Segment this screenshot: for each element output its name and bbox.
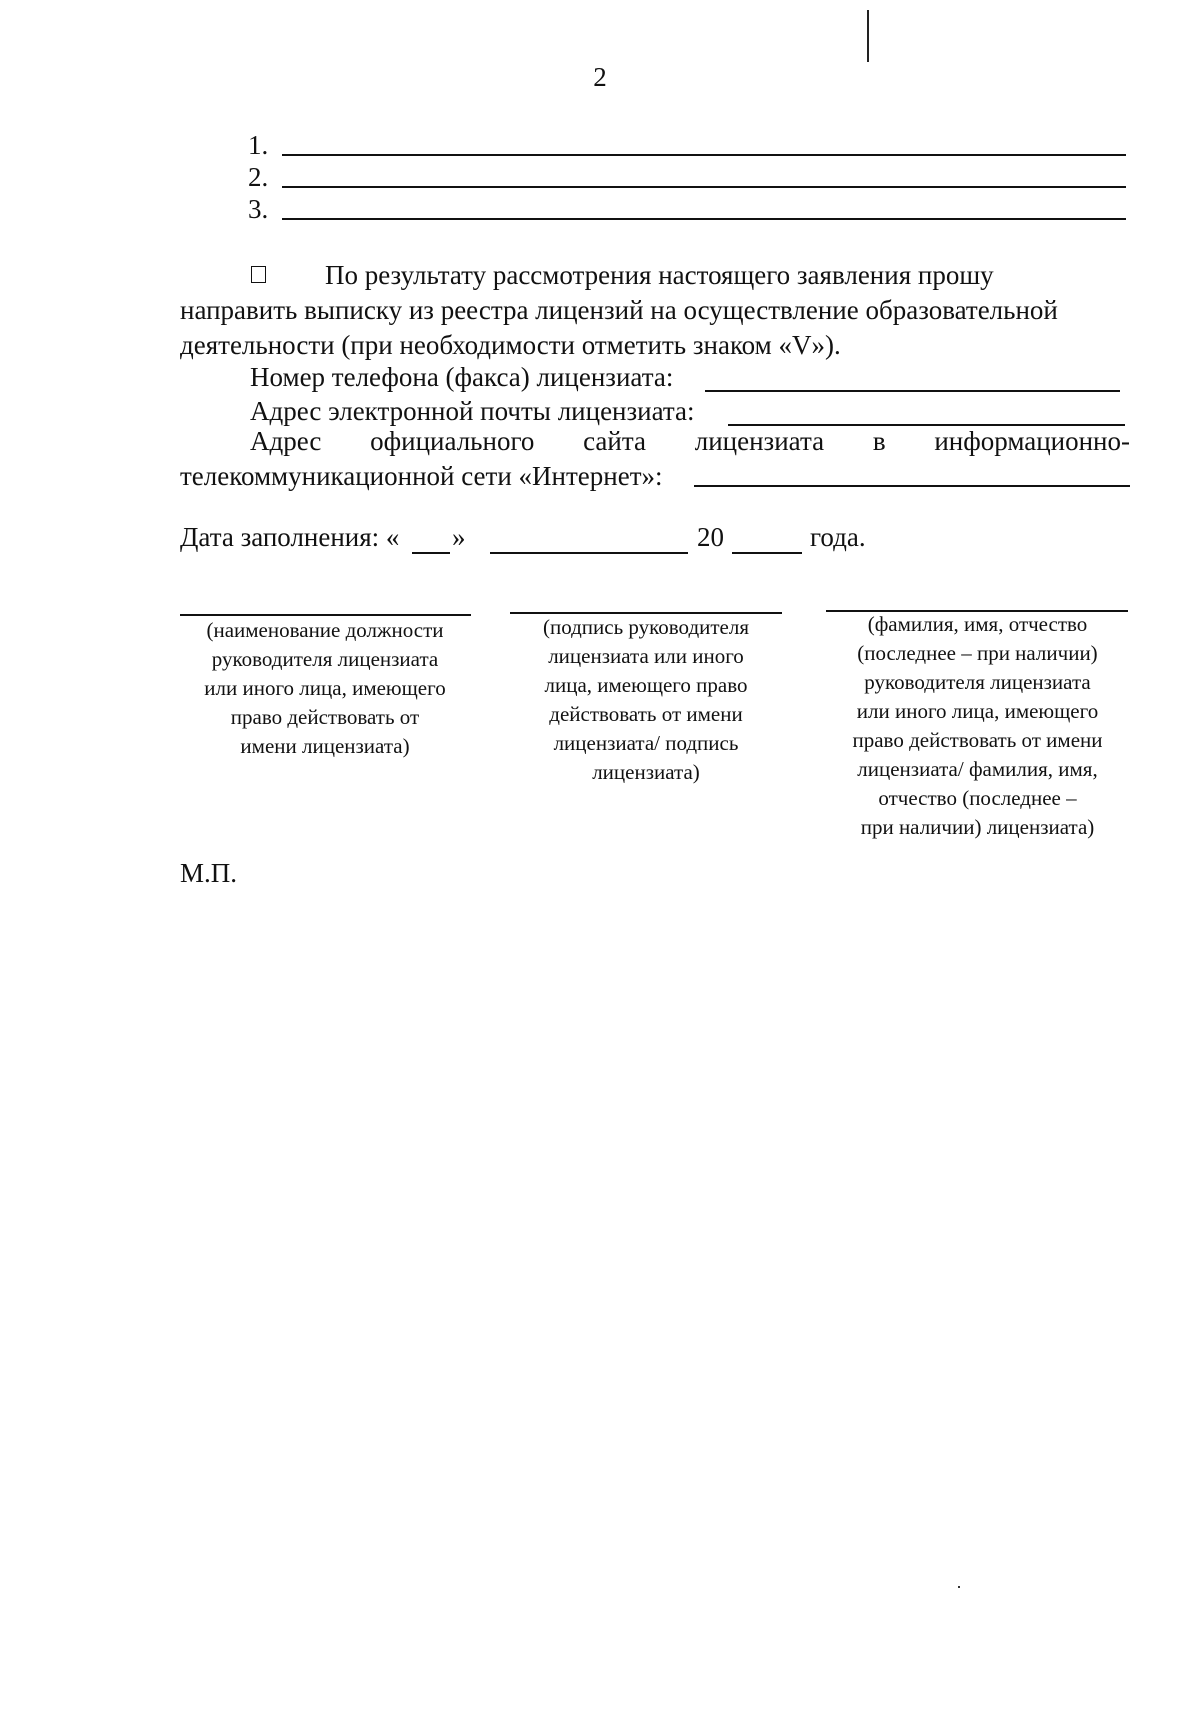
website-input-line[interactable]: [694, 485, 1130, 487]
fill-date-month-line[interactable]: [490, 552, 688, 554]
scan-speck: [958, 1586, 960, 1588]
list-item: [248, 194, 1126, 224]
fill-date-close-quote: »: [452, 522, 466, 552]
signature-caption-fullname: (фамилия, имя, отчество (последнее – при наличии) руководителя лицензиата или иного лица, имеющего право действовать от имени лицензиата/ фамилия, имя, отчество (последнее – при наличии) лицензиата): [852, 612, 1103, 839]
email-label: Адрес электронной почты лицензиата:: [250, 396, 695, 426]
extract-request-line: По результату рассмотрения настоящего заявления прошу: [325, 260, 994, 290]
website-label-line: Адрес официального сайта лицензиата в информационно-: [250, 426, 1130, 456]
list-item-blank-line: [282, 218, 1126, 220]
signature-caption-position: (наименование должности руководителя лицензиата или иного лица, имеющего право действовать от имени лицензиата): [204, 618, 446, 758]
extract-request-line: деятельности (при необходимости отметить знаком «V»).: [180, 330, 841, 360]
website-field: [180, 424, 1130, 494]
signature-caption-sign: (подпись руководителя лицензиата или иного лица, имеющего право действовать от имени лицензиата/ подпись лицензиата): [542, 615, 750, 784]
fill-date-year-suffix: года.: [810, 522, 866, 552]
phone-label: Номер телефона (факса) лицензиата:: [250, 362, 674, 392]
website-label-line: телекоммуникационной сети «Интернет»:: [180, 461, 663, 491]
phone-input-line[interactable]: [705, 390, 1120, 392]
list-item-blank-line: [282, 154, 1126, 156]
fill-date-day-line[interactable]: [412, 552, 450, 554]
fill-date-label: Дата заполнения: «: [180, 522, 400, 552]
list-item: [248, 130, 1126, 160]
extract-request-checkbox[interactable]: [251, 266, 266, 283]
list-item-number: 1.: [248, 130, 269, 160]
extract-request-paragraph: [180, 258, 1132, 363]
list-item-blank-line: [282, 186, 1126, 188]
extract-request-line: направить выписку из реестра лицензий на осуществление образовательной: [180, 295, 1058, 325]
fill-date-row: [180, 522, 1080, 558]
list-item: [248, 162, 1126, 192]
fill-date-century: 20: [697, 522, 724, 552]
phone-field: [250, 362, 1120, 396]
scan-artifact-line: [867, 10, 869, 62]
page-number: 2: [593, 62, 607, 92]
stamp-place-label: М.П.: [180, 858, 238, 888]
list-item-number: 3.: [248, 194, 269, 224]
list-item-number: 2.: [248, 162, 269, 192]
fill-date-year-line[interactable]: [732, 552, 802, 554]
